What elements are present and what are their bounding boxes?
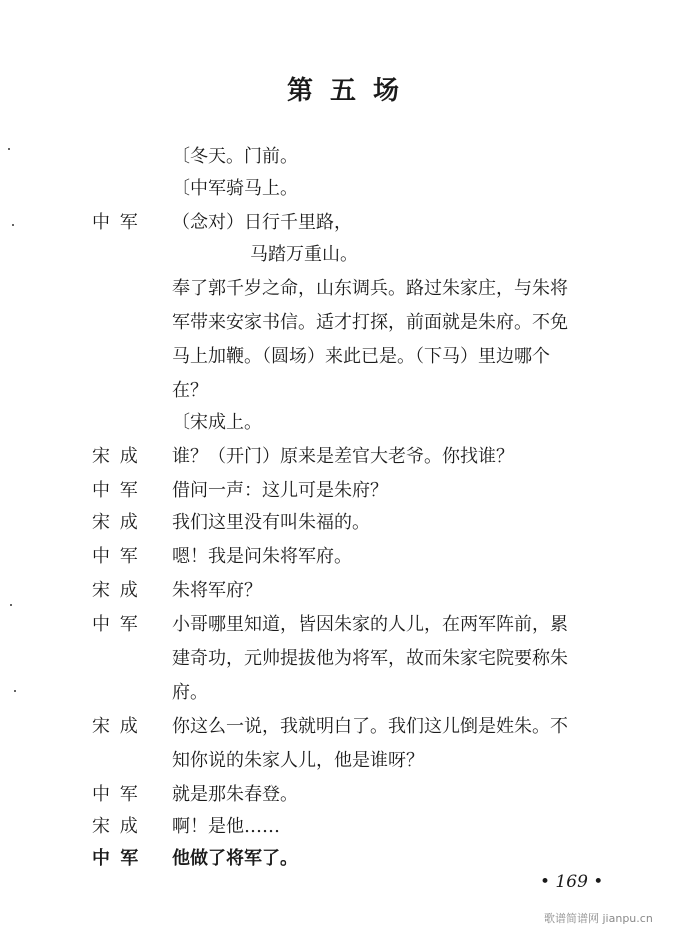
speaker-label: 宋 成	[92, 816, 140, 837]
dialogue-continuation: 知你说的朱家人儿，他是谁呀？	[172, 750, 424, 771]
scan-speck	[12, 224, 14, 226]
dialogue-continuation: 府。	[172, 682, 208, 703]
dialogue-text: 啊！是他……	[172, 816, 280, 837]
dialogue-continuation: 马上加鞭。（圆场）来此已是。（下马）里边哪个	[172, 346, 550, 367]
scan-speck	[14, 690, 16, 692]
speaker-label: 宋 成	[92, 716, 140, 737]
speaker-label: 中 军	[92, 848, 141, 869]
dialogue-text: 你这么一说，我就明白了。我们这儿倒是姓朱。不	[172, 716, 568, 737]
speaker-label: 中 军	[92, 614, 140, 635]
dialogue-text: 小哥哪里知道，皆因朱家的人儿，在两军阵前，累	[172, 614, 568, 635]
dialogue-text: 借问一声：这儿可是朱府？	[172, 480, 388, 501]
scan-speck	[10, 604, 12, 606]
dialogue-text: 他做了将军了。	[172, 848, 298, 869]
speaker-label: 中 军	[92, 480, 140, 501]
dialogue-text: 朱将军府？	[172, 580, 262, 601]
scan-speck	[8, 148, 10, 150]
dialogue-text: 嗯！我是问朱将军府。	[172, 546, 352, 567]
speaker-label: 宋 成	[92, 446, 140, 467]
page-number: • 169 •	[540, 872, 604, 892]
dialogue-continuation: 在？	[172, 380, 208, 401]
speaker-label: 宋 成	[92, 512, 140, 533]
site-watermark: 歌谱简谱网 jianpu.cn	[544, 912, 653, 925]
speaker-label: 宋 成	[92, 580, 140, 601]
speaker-label: 中 军	[92, 546, 140, 567]
dialogue-continuation: 建奇功，元帅提拔他为将军，故而朱家宅院要称朱	[172, 648, 568, 669]
stage-direction: 〔中军骑马上。	[172, 178, 298, 199]
stage-direction: 〔宋成上。	[172, 412, 262, 433]
dialogue-text: 我们这里没有叫朱福的。	[172, 512, 370, 533]
dialogue-continuation: 奉了郭千岁之命，山东调兵。路过朱家庄，与朱将	[172, 278, 568, 299]
stage-direction: 〔冬天。门前。	[172, 146, 298, 167]
speaker-label: 中 军	[92, 784, 140, 805]
speaker-label: 中 军	[92, 212, 140, 233]
dialogue-continuation: 军带来安家书信。适才打探，前面就是朱府。不免	[172, 312, 568, 333]
dialogue-continuation: 马踏万重山。	[250, 244, 358, 265]
dialogue-text: 谁？（开门）原来是差官大老爷。你找谁？	[172, 446, 514, 467]
dialogue-text: （念对）日行千里路，	[172, 212, 352, 233]
scene-title: 第 五 场	[286, 76, 404, 106]
dialogue-text: 就是那朱春登。	[172, 784, 298, 805]
